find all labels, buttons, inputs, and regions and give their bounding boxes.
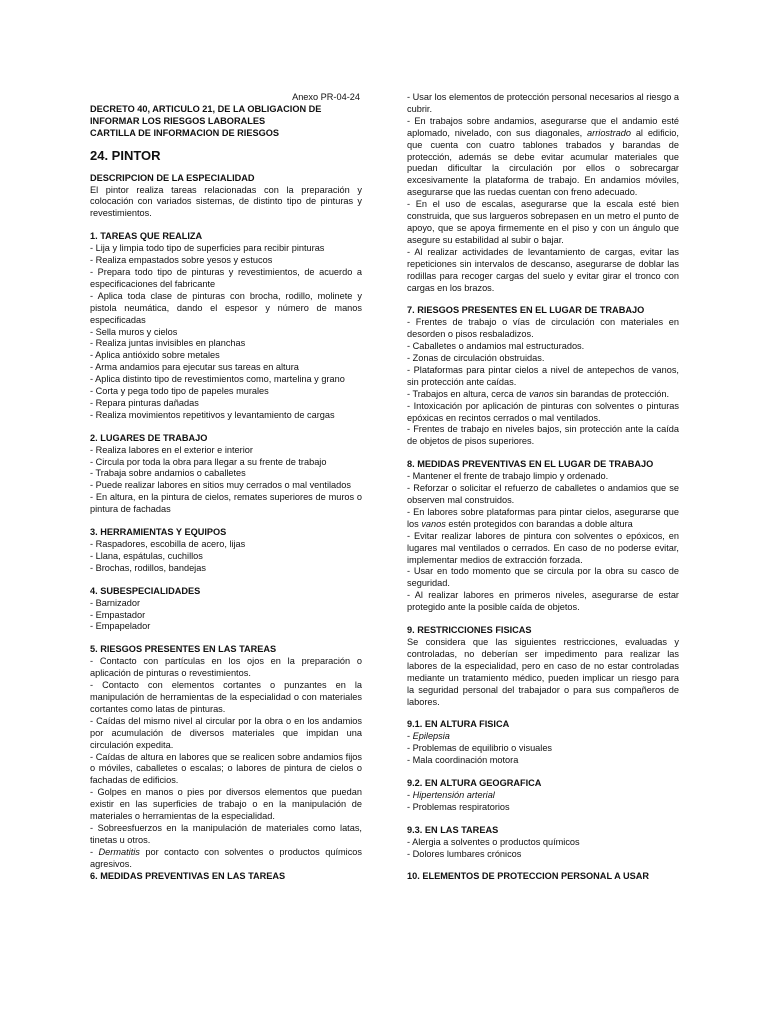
section-title: 7. RIESGOS PRESENTES EN EL LUGAR DE TRABAJO: [407, 305, 645, 316]
italic-text: vanos: [421, 518, 446, 529]
item-text: - Puede realizar labores en sitios muy cerrados o mal ventilados: [90, 480, 351, 491]
item-text: - Intoxicación por aplicación de pinturas con solventes o pinturas epóxicas en recintos cerrados o mal ventilados.: [407, 400, 679, 423]
list-item: [407, 341, 679, 353]
item-text: - Mantener el frente de trabajo limpio y ordenado.: [407, 471, 609, 482]
list-item: [407, 531, 679, 567]
list-item: [90, 410, 362, 422]
section-10-elementos-de-proteccion-personal-a-usar: [407, 871, 679, 883]
left-sections: [90, 173, 362, 883]
section-title: 6. MEDIDAS PREVENTIVAS EN LAS TAREAS: [90, 870, 286, 881]
item-text: - Contacto con partículas en los ojos en la preparación o aplicación de pinturas o revestimientos.: [90, 656, 362, 679]
list-item: [407, 790, 679, 802]
item-text: Se considera que las siguientes restricciones, evaluadas y controladas, no deberían ser impedimento para realizar las labores de la especialidad, pero en caso de no estar controladas mediante un tratamiento médico, pueden implicar un riesgo para la seguridad personal del trabajador o para sus compañeros de labores.: [407, 636, 679, 707]
item-text: - Trabajos en altura, cerca de: [407, 388, 530, 399]
decree-line-3: CARTILLA DE INFORMACION DE RIESGOS: [90, 127, 280, 138]
italic-text: vanos: [529, 388, 554, 399]
list-item: [407, 92, 679, 116]
list-item: [90, 386, 362, 398]
list-item: [407, 743, 679, 755]
list-item: [90, 445, 362, 457]
list-item: [407, 637, 679, 708]
item-text: - Zonas de circulación obstruidas.: [407, 353, 545, 364]
item-text: sin barandas de protección.: [553, 388, 670, 399]
italic-text: Hipertensión arterial: [412, 789, 495, 800]
item-text: -: [407, 731, 413, 742]
list-item: [90, 823, 362, 847]
item-text: - Evitar realizar labores de pintura con solventes o epóxicos, en lugares mal ventilados o cerrados. En caso de no poderse evitar, implementar medios de extracción forzada.: [407, 530, 679, 565]
list-item: [90, 847, 362, 871]
item-text: - Trabaja sobre andamios o caballetes: [90, 468, 246, 479]
section-5-riesgos-presentes-en-las-tareas: [90, 644, 362, 870]
item-text: - Prepara todo tipo de pinturas y revestimientos, de acuerdo a especificaciones del fabricante: [90, 266, 362, 289]
section-title: 8. MEDIDAS PREVENTIVAS EN EL LUGAR DE TRABAJO: [407, 459, 654, 470]
list-item: [90, 598, 362, 610]
list-item: [407, 837, 679, 849]
item-text: - Arma andamios para ejecutar sus tareas en altura: [90, 362, 299, 373]
item-text: - Sella muros y cielos: [90, 326, 178, 337]
list-item: [407, 317, 679, 341]
item-text: - Usar en todo momento que se circula por la obra su casco de seguridad.: [407, 566, 679, 589]
list-item: [407, 566, 679, 590]
section-title: DESCRIPCION DE LA ESPECIALIDAD: [90, 172, 255, 183]
section-6-medidas-preventivas-en-las-tareas: [90, 871, 362, 883]
item-text: - En trabajos sobre andamios, asegurarse que el andamio esté aplomado, nivelado, con sus diagonales,: [407, 115, 679, 138]
section-title: 1. TAREAS QUE REALIZA: [90, 231, 203, 242]
list-item: [407, 471, 679, 483]
item-text: - Barnizador: [90, 597, 141, 608]
section-title: 9.1. EN ALTURA FISICA: [407, 719, 510, 730]
list-item: [90, 291, 362, 327]
page-title: 24. PINTOR: [90, 147, 161, 163]
list-item: [407, 424, 679, 448]
item-text: - Aplica distinto tipo de revestimientos como, martelina y grano: [90, 374, 345, 385]
list-item: [407, 590, 679, 614]
italic-text: Dermatitis: [98, 846, 140, 857]
section-9-1-en-altura-fisica: [407, 719, 679, 767]
item-text: - Dolores lumbares crónicos: [407, 848, 522, 859]
item-text: - Empapelador: [90, 621, 151, 632]
item-text: - Aplica antióxido sobre metales: [90, 350, 220, 361]
section-title: 9.3. EN LAS TAREAS: [407, 824, 499, 835]
list-item: [90, 539, 362, 551]
list-item: [90, 468, 362, 480]
item-text: - Frentes de trabajo en niveles bajos, sin protección ante la caída de objetos de pisos superiores.: [407, 424, 679, 447]
list-item: [407, 731, 679, 743]
item-text: -: [90, 846, 99, 857]
list-item: [90, 185, 362, 221]
item-text: - Frentes de trabajo o vías de circulación con materiales en desorden o pisos resbaladizos.: [407, 317, 679, 340]
item-text: - Problemas de equilibrio o visuales: [407, 743, 553, 754]
section-9-2-en-altura-geografica: [407, 778, 679, 814]
section-7-riesgos-presentes-en-el-lugar-de-trabajo: [407, 305, 679, 448]
section-descripcion-de-la-especialidad: [90, 173, 362, 221]
italic-text: Epilepsia: [412, 731, 450, 742]
section-title: 10. ELEMENTOS DE PROTECCION PERSONAL A USAR: [407, 871, 649, 882]
item-text: - Lija y limpia todo tipo de superficies para recibir pinturas: [90, 243, 325, 254]
item-text: - Mala coordinación motora: [407, 755, 519, 766]
item-text: - Contacto con elementos cortantes o punzantes en la manipulación de herramientas de la especialidad o con materiales cortantes como latas de pinturas.: [90, 680, 362, 714]
list-item: [90, 255, 362, 267]
item-text: por contacto con solventes o productos químicos agresivos.: [90, 846, 362, 869]
item-text: - Realiza empastados sobre yesos y estucos: [90, 255, 273, 266]
list-item: [90, 457, 362, 469]
list-item: [90, 621, 362, 633]
item-text: - Llana, espátulas, cuchillos: [90, 550, 203, 561]
list-item: [90, 787, 362, 823]
item-text: - Raspadores, escobilla de acero, lijas: [90, 539, 246, 549]
list-item: [90, 338, 362, 350]
item-text: estén protegidos con barandas a doble altura: [445, 518, 633, 529]
section-1-tareas-que-realiza: [90, 231, 362, 422]
item-text: - Caballetes o andamios mal estructurados.: [407, 341, 585, 352]
list-item: [407, 389, 679, 401]
item-text: El pintor realiza tareas relacionadas con la preparación y colocación con variados sistemas, de distinto tipo de pinturas y revestimientos.: [90, 184, 362, 219]
list-item: [407, 849, 679, 861]
left-column: [90, 92, 362, 882]
item-text: - Problemas respiratorios: [407, 801, 510, 812]
item-text: - Realiza labores en el exterior e interior: [90, 444, 253, 455]
italic-text: arriostrado: [587, 127, 631, 138]
section-3-herramientas-y-equipos: [90, 527, 362, 575]
list-item: [90, 480, 362, 492]
right-sections: [407, 92, 679, 883]
section-title: 2. LUGARES DE TRABAJO: [90, 432, 208, 443]
list-item: [90, 752, 362, 788]
section-2-lugares-de-trabajo: [90, 433, 362, 516]
decree-line-1: DECRETO 40, ARTICULO 21, DE LA OBLIGACION DE: [90, 103, 322, 114]
section-9-3-en-las-tareas: [407, 825, 679, 861]
decree-line-2: INFORMAR LOS RIESGOS LABORALES: [90, 115, 266, 126]
item-text: - Circula por toda la obra para llegar a su frente de trabajo: [90, 456, 327, 467]
item-text: - Realiza movimientos repetitivos y levantamiento de cargas: [90, 409, 335, 420]
section-9-restricciones-fisicas: [407, 625, 679, 708]
list-item: [407, 353, 679, 365]
item-text: - En el uso de escalas, asegurarse que la escala esté bien construida, que sus largueros sobrepasen en un metro el punto de apoyo, que se apoya firmemente en el piso y con un ángulo que asegure su estabilidad al subir o bajar.: [407, 199, 679, 245]
item-text: al edificio, que cuenta con cuatro tablones trabados y barandas de protección, además se debe evitar acumular materiales que puedan dificultar la circulación por ellos o sobrecargar excesivamente la plataforma de trabajo. En andamios móviles, asegurarse que las ruedas cuentan con freno adecuado.: [407, 127, 679, 198]
list-item: [90, 551, 362, 563]
list-item: [407, 401, 679, 425]
list-item: [407, 507, 679, 531]
list-item: [90, 267, 362, 291]
list-item: [407, 116, 679, 199]
list-item: [407, 247, 679, 295]
section-title: 9.2. EN ALTURA GEOGRAFICA: [407, 778, 542, 789]
section-title: 4. SUBESPECIALIDADES: [90, 585, 201, 596]
list-item: [407, 365, 679, 389]
list-item: [407, 483, 679, 507]
item-text: - Alergia a solventes o productos químicos: [407, 836, 580, 847]
item-text: - Empastador: [90, 609, 146, 620]
list-item: [90, 362, 362, 374]
item-text: - Al realizar actividades de levantamiento de cargas, evitar las repeticiones sin intervalos de descanso, asegurarse de doblar las rodillas para recoger cargas del suelo y evitar girar el tronco con cargas en los brazos.: [407, 246, 679, 293]
section-4-subespecialidades: [90, 586, 362, 634]
item-text: - Corta y pega todo tipo de papeles murales: [90, 386, 269, 397]
list-item: [90, 243, 362, 255]
list-item: [90, 716, 362, 752]
right-column: [407, 92, 679, 883]
section-continuation: [407, 92, 679, 294]
item-text: - En altura, en la pintura de cielos, remates superiores de muros o pintura de fachadas: [90, 492, 362, 515]
section-8-medidas-preventivas-en-el-lugar-de-trabajo: [407, 459, 679, 614]
annex-code: Anexo PR-04-24: [292, 92, 360, 102]
list-item: [90, 563, 362, 575]
list-item: [90, 398, 362, 410]
item-text: - Al realizar labores en primeros niveles, asegurarse de estar protegido ante la posible caída de objetos.: [407, 590, 679, 613]
section-title: 3. HERRAMIENTAS Y EQUIPOS: [90, 527, 227, 538]
list-item: [90, 656, 362, 680]
list-item: [407, 755, 679, 767]
list-item: [90, 327, 362, 339]
section-title: 5. RIESGOS PRESENTES EN LAS TAREAS: [90, 644, 277, 655]
list-item: [407, 199, 679, 247]
item-text: - Brochas, rodillos, bandejas: [90, 562, 206, 573]
list-item: [407, 802, 679, 814]
item-text: - En labores sobre plataformas para pintar cielos, asegurarse que los: [407, 506, 679, 529]
item-text: -: [407, 789, 413, 800]
item-text: - Usar los elementos de protección personal necesarios al riesgo a cubrir.: [407, 92, 679, 114]
item-text: - Golpes en manos o pies por diversos elementos que puedan existir en las superficies de trabajo o en la manipulación de materiales o herramientas de la especialidad.: [90, 787, 362, 822]
item-text: - Sobreesfuerzos en la manipulación de materiales como latas, tinetas u otros.: [90, 822, 362, 845]
section-title: 9. RESTRICCIONES FISICAS: [407, 625, 532, 636]
item-text: - Repara pinturas dañadas: [90, 397, 199, 408]
list-item: [90, 350, 362, 362]
item-text: - Reforzar o solicitar el refuerzo de caballetes o andamios que se observen mal construidos.: [407, 483, 679, 505]
item-text: - Aplica toda clase de pinturas con brocha, rodillo, molinete y pistola neumática, dando el espesor y número de manos especificadas: [90, 290, 362, 325]
list-item: [90, 492, 362, 516]
list-item: [90, 610, 362, 622]
item-text: - Realiza juntas invisibles en planchas: [90, 338, 246, 349]
item-text: - Caídas de altura en labores que se realicen sobre andamios fijos o móviles, caballetes o escalas; o labores de pintura de cielos o fachadas de edificios.: [90, 751, 362, 786]
list-item: [90, 374, 362, 386]
list-item: [90, 680, 362, 716]
item-text: - Plataformas para pintar cielos a nivel de antepechos de vanos, sin protección ante caídas.: [407, 364, 679, 387]
item-text: - Caídas del mismo nivel al circular por la obra o en los andamios por acumulación de diversos materiales que impidan una circulación expedita.: [90, 715, 362, 750]
